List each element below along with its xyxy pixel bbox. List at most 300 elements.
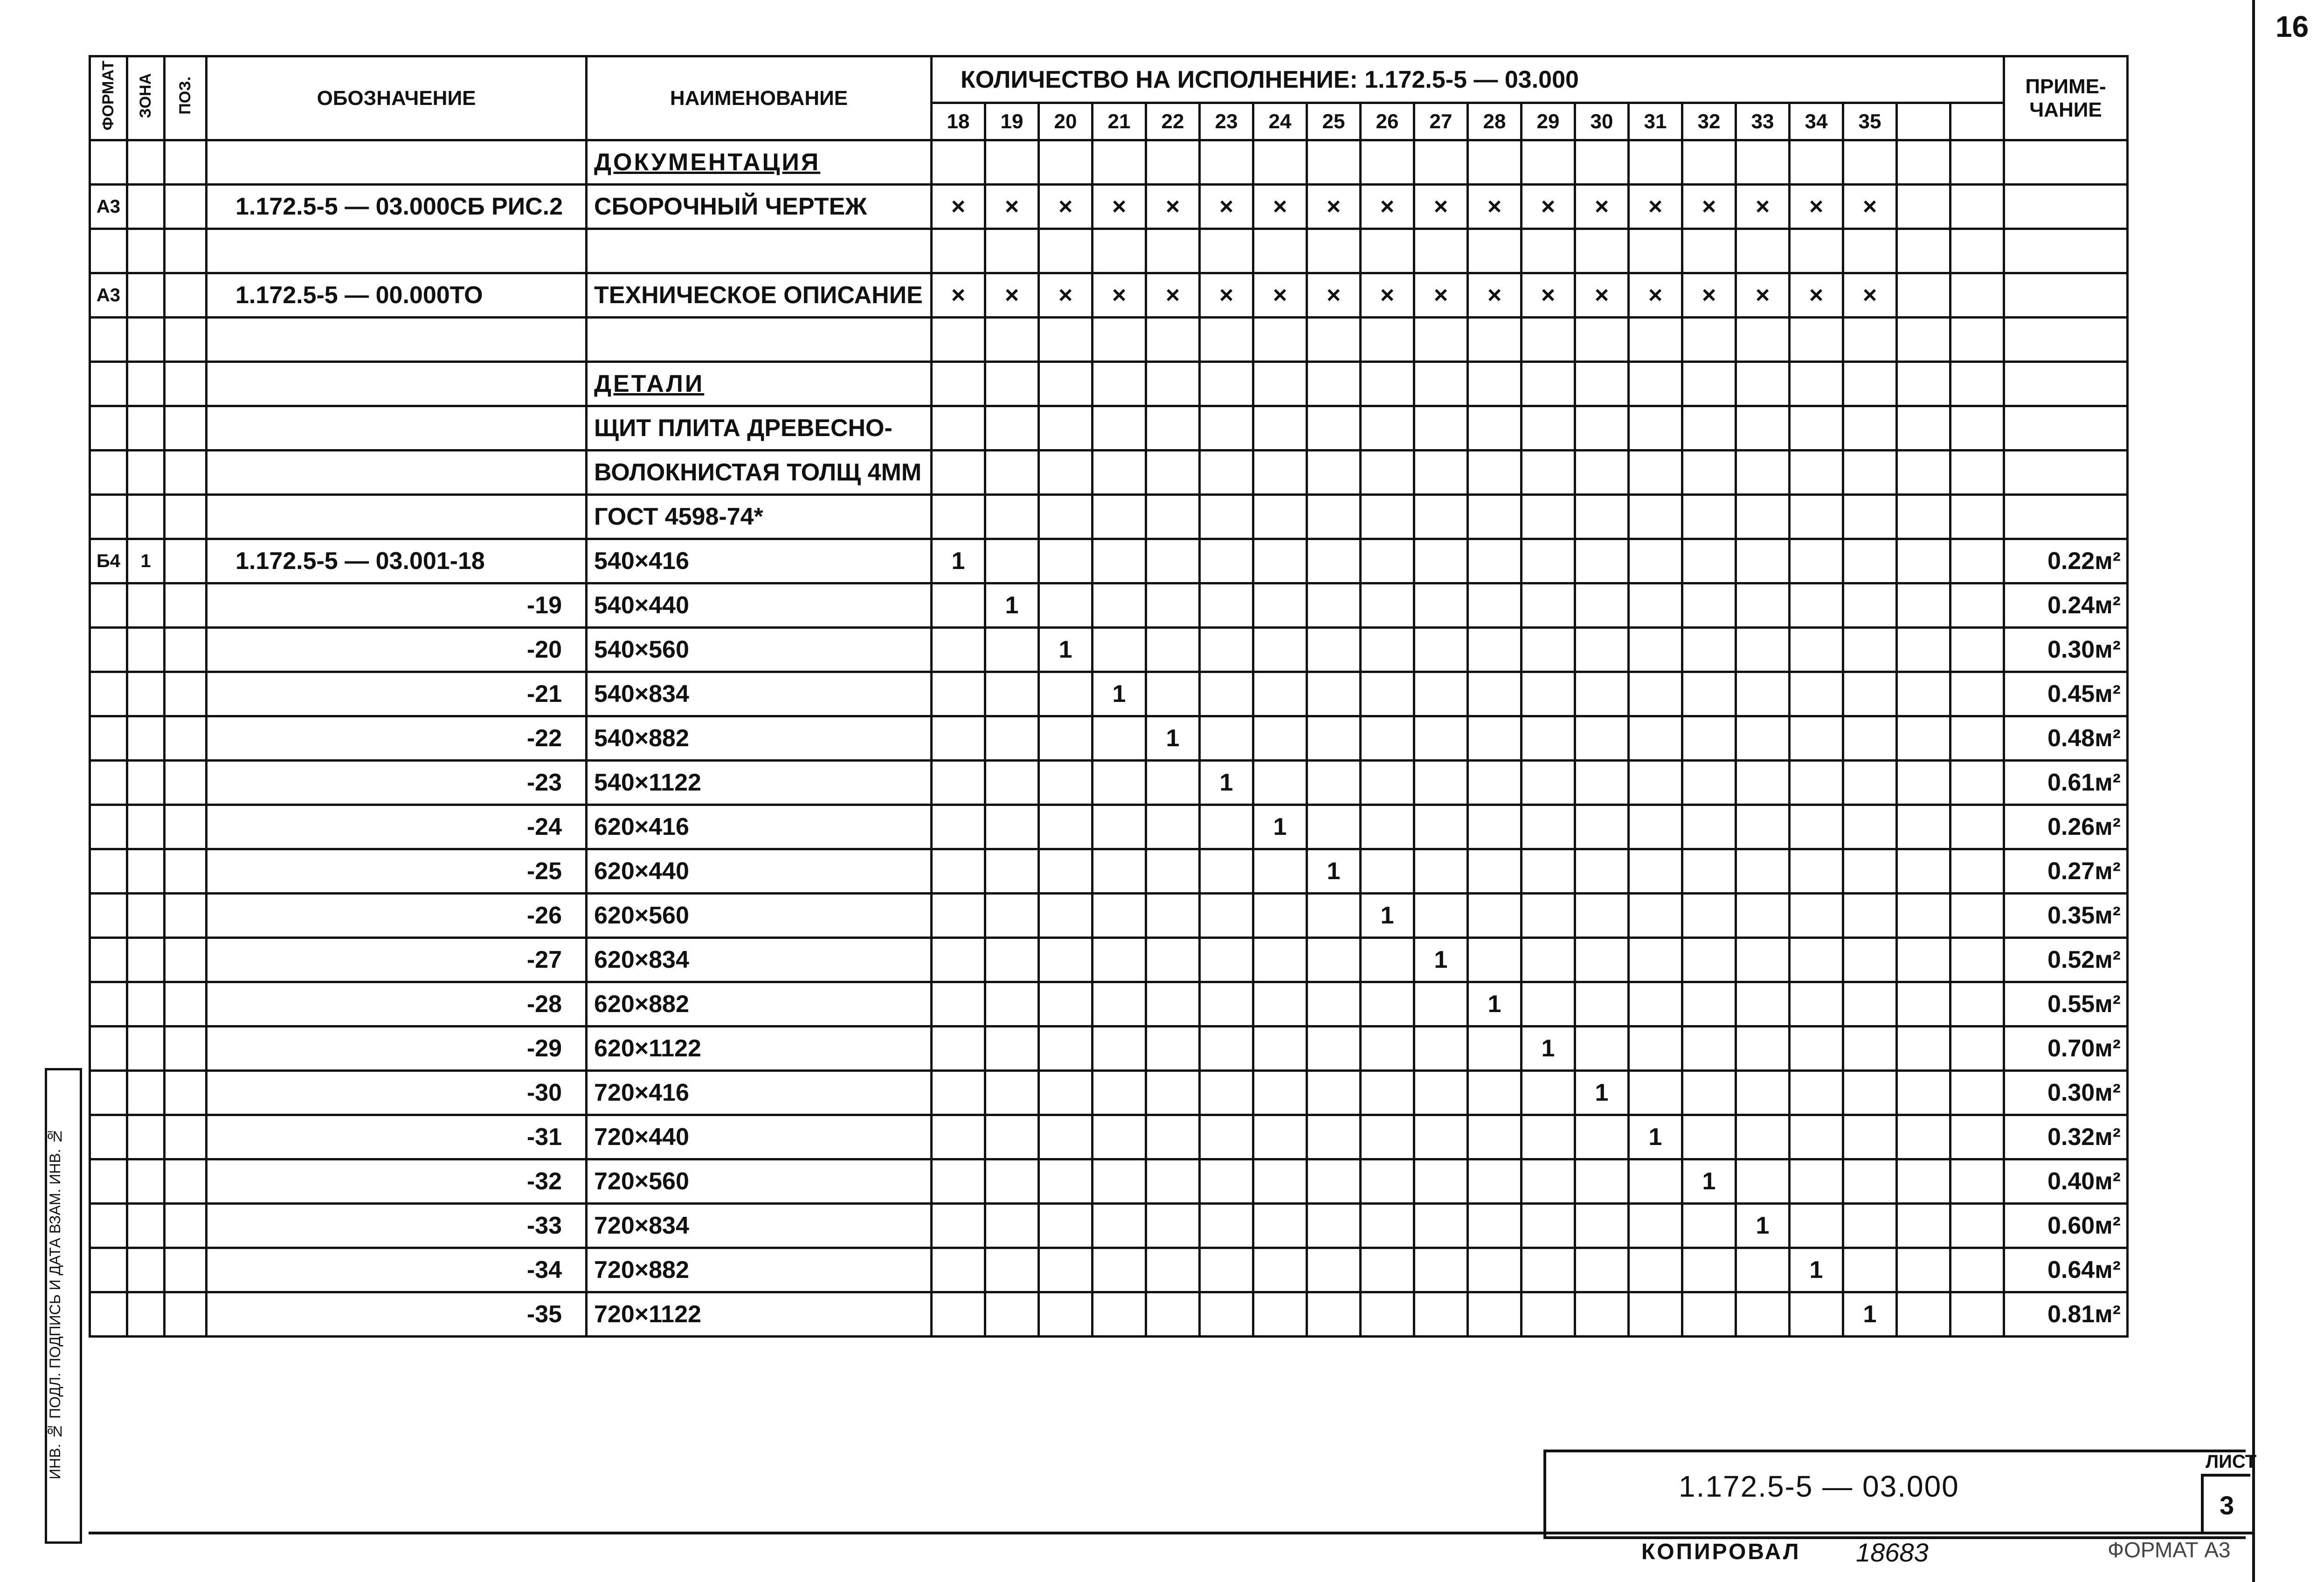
quantity-cell: [1200, 495, 1253, 539]
format-cell: [90, 982, 127, 1027]
quantity-cell: [1200, 229, 1253, 273]
quantity-cell: [1629, 805, 1682, 849]
note-cell: 0.45м²: [2004, 672, 2128, 716]
table-row: [90, 894, 2128, 938]
quantity-cell: [1682, 140, 1736, 185]
quantity-cell: [1200, 539, 1253, 583]
quantity-cell: [1790, 1071, 1843, 1115]
quantity-cell: [1629, 1204, 1682, 1248]
format-cell: А3: [90, 273, 127, 318]
quantity-cell: [1468, 583, 1522, 628]
quantity-cell: [1522, 982, 1575, 1027]
quantity-cell: 1: [1146, 716, 1200, 761]
zone-cell: [127, 1292, 165, 1337]
quantity-cell: [1736, 140, 1790, 185]
designation-cell: 1.172.5-5 — 00.000ТО: [207, 273, 587, 318]
position-cell: [165, 672, 207, 716]
quantity-cell: [985, 406, 1039, 451]
format-cell: [90, 628, 127, 672]
quantity-cell: ×: [1307, 273, 1361, 318]
quantity-cell: [1629, 894, 1682, 938]
designation-cell: -33: [207, 1204, 587, 1248]
note-cell: [2004, 318, 2128, 362]
header-variant: 30: [1575, 103, 1629, 140]
quantity-cell: [932, 849, 985, 894]
quantity-cell: [1307, 1071, 1361, 1115]
quantity-cell: ×: [1361, 273, 1414, 318]
header-variant: 29: [1522, 103, 1575, 140]
quantity-cell: [1361, 982, 1414, 1027]
note-cell: [2004, 451, 2128, 495]
quantity-cell: [1790, 1027, 1843, 1071]
quantity-cell: ×: [1468, 273, 1522, 318]
format-cell: [90, 406, 127, 451]
quantity-cell: [1790, 1159, 1843, 1204]
format-cell: [90, 761, 127, 805]
note-cell: [2004, 140, 2128, 185]
quantity-cell: [985, 1292, 1039, 1337]
position-cell: [165, 805, 207, 849]
header-variant: 21: [1093, 103, 1146, 140]
quantity-cell: [1522, 451, 1575, 495]
quantity-cell: ×: [1629, 273, 1682, 318]
quantity-cell: ×: [1253, 273, 1307, 318]
designation-cell: 1.172.5-5 — 03.000СБ РИС.2: [207, 185, 587, 229]
order-number: 18683: [1856, 1538, 1929, 1567]
note-cell: [2004, 229, 2128, 273]
quantity-cell: [1414, 451, 1468, 495]
format-cell: [90, 1204, 127, 1248]
quantity-cell: [1950, 229, 2004, 273]
quantity-cell: [1093, 539, 1146, 583]
quantity-cell: [1736, 982, 1790, 1027]
quantity-cell: [985, 1204, 1039, 1248]
quantity-cell: [1682, 318, 1736, 362]
zone-cell: [127, 894, 165, 938]
quantity-cell: [1790, 761, 1843, 805]
table-row: [90, 229, 2128, 273]
quantity-cell: [1950, 628, 2004, 672]
quantity-cell: [1093, 583, 1146, 628]
table-row: [90, 185, 2128, 229]
quantity-cell: [1414, 672, 1468, 716]
quantity-cell: [1682, 583, 1736, 628]
quantity-cell: [1790, 1292, 1843, 1337]
designation-cell: -28: [207, 982, 587, 1027]
quantity-cell: [1307, 229, 1361, 273]
quantity-cell: [1575, 761, 1629, 805]
quantity-cell: [1414, 140, 1468, 185]
quantity-cell: [985, 495, 1039, 539]
quantity-cell: [1039, 1071, 1093, 1115]
quantity-cell: [1093, 318, 1146, 362]
quantity-cell: [932, 628, 985, 672]
quantity-cell: [1361, 938, 1414, 982]
quantity-cell: [985, 938, 1039, 982]
quantity-cell: [1093, 362, 1146, 406]
quantity-cell: [1522, 539, 1575, 583]
designation-cell: -31: [207, 1115, 587, 1159]
quantity-cell: [1843, 583, 1897, 628]
quantity-cell: [1682, 628, 1736, 672]
quantity-cell: [985, 362, 1039, 406]
quantity-cell: 1: [1307, 849, 1361, 894]
quantity-cell: [1468, 849, 1522, 894]
name-cell: 720×1122: [587, 1292, 932, 1337]
quantity-cell: [1629, 672, 1682, 716]
format-cell: [90, 1248, 127, 1292]
zone-cell: [127, 982, 165, 1027]
quantity-cell: [1414, 1115, 1468, 1159]
quantity-cell: [985, 894, 1039, 938]
quantity-cell: [1146, 938, 1200, 982]
quantity-cell: [985, 1159, 1039, 1204]
quantity-cell: [1790, 982, 1843, 1027]
header-variant: 31: [1629, 103, 1682, 140]
quantity-cell: [1629, 362, 1682, 406]
note-cell: [2004, 185, 2128, 229]
quantity-cell: [1790, 894, 1843, 938]
quantity-cell: [1843, 761, 1897, 805]
quantity-cell: [1950, 1115, 2004, 1159]
copied-by-label: КОПИРОВАЛ: [1641, 1540, 1801, 1564]
designation-cell: -32: [207, 1159, 587, 1204]
quantity-cell: [1682, 894, 1736, 938]
quantity-cell: [1253, 539, 1307, 583]
name-cell: 620×882: [587, 982, 932, 1027]
quantity-cell: [1414, 1027, 1468, 1071]
quantity-cell: [1736, 672, 1790, 716]
quantity-cell: [1575, 1292, 1629, 1337]
quantity-cell: [1093, 894, 1146, 938]
position-cell: [165, 583, 207, 628]
zone-cell: [127, 140, 165, 185]
note-cell: 0.55м²: [2004, 982, 2128, 1027]
quantity-cell: [1200, 1027, 1253, 1071]
quantity-cell: [1361, 1027, 1414, 1071]
quantity-cell: [1307, 362, 1361, 406]
quantity-cell: [1575, 938, 1629, 982]
designation-cell: -19: [207, 583, 587, 628]
name-cell: 720×560: [587, 1159, 932, 1204]
quantity-cell: [1522, 1159, 1575, 1204]
format-cell: [90, 894, 127, 938]
name-cell: 620×834: [587, 938, 932, 982]
quantity-cell: [1146, 451, 1200, 495]
quantity-cell: [1682, 1071, 1736, 1115]
name-cell: 620×560: [587, 894, 932, 938]
zone-cell: [127, 185, 165, 229]
quantity-cell: [932, 362, 985, 406]
quantity-cell: [1682, 406, 1736, 451]
name-cell: ВОЛОКНИСТАЯ ТОЛЩ 4ММ: [587, 451, 932, 495]
quantity-cell: [1039, 1115, 1093, 1159]
zone-cell: [127, 938, 165, 982]
quantity-cell: [1950, 406, 2004, 451]
table-row: [90, 1248, 2128, 1292]
quantity-cell: [1361, 849, 1414, 894]
table-row: [90, 938, 2128, 982]
quantity-cell: [1575, 1248, 1629, 1292]
quantity-cell: [932, 495, 985, 539]
quantity-cell: [1093, 1027, 1146, 1071]
quantity-cell: [1629, 1071, 1682, 1115]
quantity-cell: [1039, 1248, 1093, 1292]
quantity-cell: [1146, 1248, 1200, 1292]
quantity-cell: [1575, 406, 1629, 451]
quantity-cell: [1629, 406, 1682, 451]
zone-cell: [127, 628, 165, 672]
designation-cell: -29: [207, 1027, 587, 1071]
quantity-cell: [985, 318, 1039, 362]
table-row: [90, 716, 2128, 761]
quantity-cell: [1843, 894, 1897, 938]
quantity-cell: [1093, 938, 1146, 982]
note-cell: 0.40м²: [2004, 1159, 2128, 1204]
quantity-cell: [985, 805, 1039, 849]
quantity-cell: [1039, 849, 1093, 894]
quantity-cell: [1736, 805, 1790, 849]
quantity-cell: [1361, 495, 1414, 539]
quantity-cell: [1253, 406, 1307, 451]
quantity-cell: [1414, 761, 1468, 805]
quantity-cell: [1736, 1115, 1790, 1159]
quantity-cell: [1039, 229, 1093, 273]
quantity-cell: [1200, 1071, 1253, 1115]
quantity-cell: [1468, 539, 1522, 583]
quantity-cell: 1: [1200, 761, 1253, 805]
position-cell: [165, 628, 207, 672]
quantity-cell: [1361, 362, 1414, 406]
format-cell: [90, 938, 127, 982]
quantity-cell: [1522, 716, 1575, 761]
quantity-cell: ×: [985, 273, 1039, 318]
quantity-cell: [1414, 318, 1468, 362]
quantity-cell: [1361, 451, 1414, 495]
table-row: [90, 1115, 2128, 1159]
quantity-cell: [1253, 849, 1307, 894]
quantity-cell: [1307, 805, 1361, 849]
zone-cell: [127, 1027, 165, 1071]
quantity-cell: [1414, 1292, 1468, 1337]
table-row: [90, 318, 2128, 362]
quantity-cell: [1146, 406, 1200, 451]
quantity-cell: ×: [985, 185, 1039, 229]
position-cell: [165, 761, 207, 805]
table-row: [90, 805, 2128, 849]
quantity-cell: [1093, 1071, 1146, 1115]
quantity-cell: [1093, 849, 1146, 894]
quantity-cell: [1039, 982, 1093, 1027]
designation-cell: -24: [207, 805, 587, 849]
quantity-cell: ×: [1200, 185, 1253, 229]
quantity-cell: [1682, 362, 1736, 406]
quantity-cell: [1307, 628, 1361, 672]
quantity-cell: [1629, 1159, 1682, 1204]
quantity-cell: [1575, 229, 1629, 273]
quantity-cell: [1736, 1292, 1790, 1337]
quantity-cell: [1039, 761, 1093, 805]
quantity-cell: [1736, 938, 1790, 982]
header-variant: 33: [1736, 103, 1790, 140]
quantity-cell: [1522, 406, 1575, 451]
quantity-cell: [1575, 362, 1629, 406]
name-cell: ТЕХНИЧЕСКОЕ ОПИСАНИЕ: [587, 273, 932, 318]
quantity-cell: ×: [1414, 185, 1468, 229]
quantity-cell: [1093, 229, 1146, 273]
table-row: [90, 1027, 2128, 1071]
format-cell: [90, 716, 127, 761]
quantity-cell: [932, 451, 985, 495]
quantity-cell: [1522, 761, 1575, 805]
quantity-cell: [1736, 495, 1790, 539]
format-cell: [90, 451, 127, 495]
quantity-cell: [1843, 982, 1897, 1027]
quantity-cell: [1146, 805, 1200, 849]
quantity-cell: [1414, 982, 1468, 1027]
quantity-cell: [1843, 140, 1897, 185]
quantity-cell: [1146, 229, 1200, 273]
quantity-cell: [932, 1071, 985, 1115]
quantity-cell: [1950, 185, 2004, 229]
header-variant: 26: [1361, 103, 1414, 140]
quantity-cell: 1: [1039, 628, 1093, 672]
name-cell: 540×416: [587, 539, 932, 583]
designation-cell: [207, 362, 587, 406]
table-row: [90, 628, 2128, 672]
header-variant: 28: [1468, 103, 1522, 140]
quantity-cell: [1629, 1248, 1682, 1292]
quantity-cell: [1682, 849, 1736, 894]
note-cell: 0.24м²: [2004, 583, 2128, 628]
quantity-cell: [1897, 406, 1950, 451]
quantity-cell: [1414, 1248, 1468, 1292]
quantity-cell: [1253, 761, 1307, 805]
quantity-cell: [1897, 1027, 1950, 1071]
quantity-cell: [1468, 1204, 1522, 1248]
quantity-cell: [1843, 1071, 1897, 1115]
quantity-cell: ×: [1468, 185, 1522, 229]
quantity-cell: [1897, 1071, 1950, 1115]
note-cell: 0.48м²: [2004, 716, 2128, 761]
position-cell: [165, 1159, 207, 1204]
quantity-cell: [932, 1248, 985, 1292]
quantity-cell: [1093, 140, 1146, 185]
position-cell: [165, 1248, 207, 1292]
quantity-cell: [1307, 938, 1361, 982]
note-cell: 0.32м²: [2004, 1115, 2128, 1159]
header-variant: 20: [1039, 103, 1093, 140]
quantity-cell: [1414, 1071, 1468, 1115]
quantity-cell: [1253, 938, 1307, 982]
quantity-cell: [1200, 583, 1253, 628]
quantity-cell: [1950, 583, 2004, 628]
quantity-cell: [1629, 451, 1682, 495]
quantity-cell: 1: [985, 583, 1039, 628]
quantity-cell: [1575, 318, 1629, 362]
designation-cell: -21: [207, 672, 587, 716]
quantity-cell: [1950, 273, 2004, 318]
position-cell: [165, 1292, 207, 1337]
quantity-cell: [1200, 140, 1253, 185]
quantity-cell: [1629, 140, 1682, 185]
note-cell: 0.60м²: [2004, 1204, 2128, 1248]
quantity-cell: [1200, 406, 1253, 451]
quantity-cell: [1575, 1159, 1629, 1204]
quantity-cell: [1522, 495, 1575, 539]
format-cell: [90, 1071, 127, 1115]
designation-cell: -25: [207, 849, 587, 894]
quantity-cell: [1843, 1115, 1897, 1159]
quantity-cell: 1: [1468, 982, 1522, 1027]
note-cell: 0.64м²: [2004, 1248, 2128, 1292]
table-row: [90, 849, 2128, 894]
quantity-cell: [1950, 805, 2004, 849]
zone-cell: [127, 1204, 165, 1248]
quantity-cell: [1522, 318, 1575, 362]
quantity-cell: [1146, 1159, 1200, 1204]
quantity-cell: [1522, 628, 1575, 672]
quantity-cell: [1522, 1248, 1575, 1292]
quantity-cell: [1361, 1292, 1414, 1337]
quantity-cell: [1950, 140, 2004, 185]
quantity-cell: [1736, 716, 1790, 761]
quantity-cell: [1682, 805, 1736, 849]
quantity-cell: ×: [1843, 185, 1897, 229]
quantity-cell: [1361, 716, 1414, 761]
quantity-cell: ×: [1575, 185, 1629, 229]
quantity-cell: [932, 1159, 985, 1204]
table-row: [90, 539, 2128, 583]
quantity-cell: [1039, 1159, 1093, 1204]
quantity-cell: [1307, 716, 1361, 761]
position-cell: [165, 894, 207, 938]
quantity-cell: [1093, 1248, 1146, 1292]
zone-cell: [127, 229, 165, 273]
quantity-cell: [1200, 628, 1253, 672]
quantity-cell: [1146, 894, 1200, 938]
position-cell: [165, 849, 207, 894]
quantity-cell: [1093, 1115, 1146, 1159]
quantity-cell: [1468, 761, 1522, 805]
quantity-cell: [1468, 1027, 1522, 1071]
zone-cell: [127, 849, 165, 894]
zone-cell: 1: [127, 539, 165, 583]
quantity-cell: [1736, 362, 1790, 406]
format-cell: Б4: [90, 539, 127, 583]
quantity-cell: [1146, 1027, 1200, 1071]
quantity-cell: [1361, 1248, 1414, 1292]
quantity-cell: [1950, 849, 2004, 894]
table-row: [90, 451, 2128, 495]
quantity-cell: [1790, 495, 1843, 539]
sheet-label: ЛИСТ: [2206, 1451, 2257, 1472]
quantity-cell: [1629, 849, 1682, 894]
quantity-cell: [1682, 495, 1736, 539]
zone-cell: [127, 318, 165, 362]
quantity-cell: [1361, 583, 1414, 628]
quantity-cell: [1790, 672, 1843, 716]
format-cell: [90, 229, 127, 273]
quantity-cell: [985, 982, 1039, 1027]
table-row: [90, 1204, 2128, 1248]
quantity-cell: 1: [1414, 938, 1468, 982]
position-cell: [165, 318, 207, 362]
quantity-cell: [1575, 583, 1629, 628]
quantity-cell: [1843, 672, 1897, 716]
quantity-cell: [1950, 539, 2004, 583]
quantity-cell: [1414, 894, 1468, 938]
